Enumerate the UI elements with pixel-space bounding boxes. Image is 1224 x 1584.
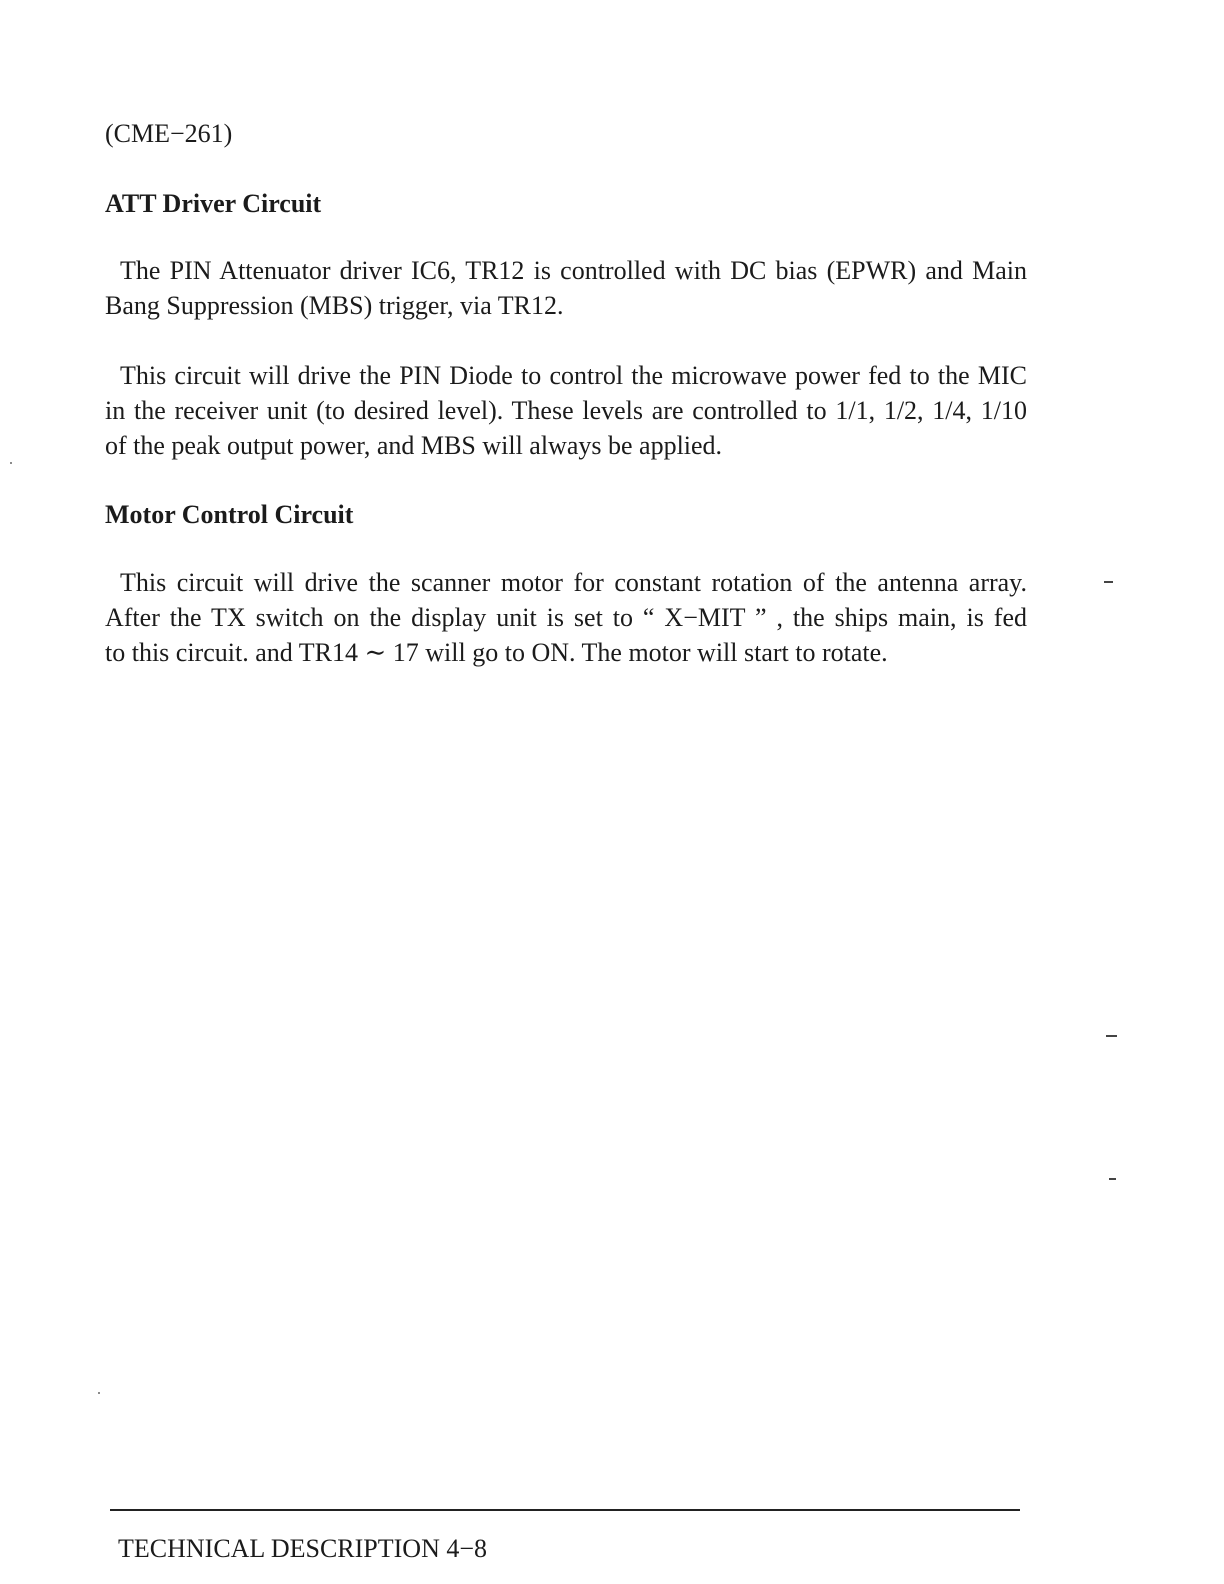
scan-mark xyxy=(1104,581,1113,583)
scan-dot xyxy=(98,1392,100,1394)
paragraph-att-driver-levels xyxy=(105,358,1027,463)
scan-mark xyxy=(1106,1035,1117,1037)
paragraph-att-driver-intro xyxy=(105,253,1027,323)
scan-dot xyxy=(10,462,12,464)
text-line: After the TX switch on the display unit is set to “ X−MIT ” , the ships main, is fed xyxy=(105,603,1027,632)
footer-rule xyxy=(110,1509,1020,1511)
document-code xyxy=(105,116,1027,151)
text-line: Bang Suppression (MBS) trigger, via TR12. xyxy=(105,291,564,320)
text-line: The PIN Attenuator driver IC6, TR12 is controlled with DC bias (EPWR) and Main xyxy=(120,256,1027,285)
section-heading-att-driver xyxy=(105,186,1027,221)
text-line: in the receiver unit (to desired level). These levels are controlled to 1/1, 1/2, 1/4, 1/10 xyxy=(105,396,1027,425)
text-line: This circuit will drive the scanner motor for constant rotation of the antenna array. xyxy=(120,568,1027,597)
text-line: of the peak output power, and MBS will always be applied. xyxy=(105,431,723,460)
text-line: to this circuit. and TR14 ∼ 17 will go to ON. The motor will start to rotate. xyxy=(105,638,888,667)
section-heading-text: ATT Driver Circuit xyxy=(105,189,322,218)
document-code-text: (CME−261) xyxy=(105,119,233,148)
section-heading-text: Motor Control Circuit xyxy=(105,500,354,529)
section-heading-motor-control xyxy=(105,497,1027,532)
scan-mark xyxy=(1109,1178,1116,1180)
text-line: This circuit will drive the PIN Diode to control the microwave power fed to the MIC xyxy=(120,361,1027,390)
footer-page-label: TECHNICAL DESCRIPTION 4−8 xyxy=(118,1534,488,1563)
paragraph-motor-control xyxy=(105,565,1027,670)
